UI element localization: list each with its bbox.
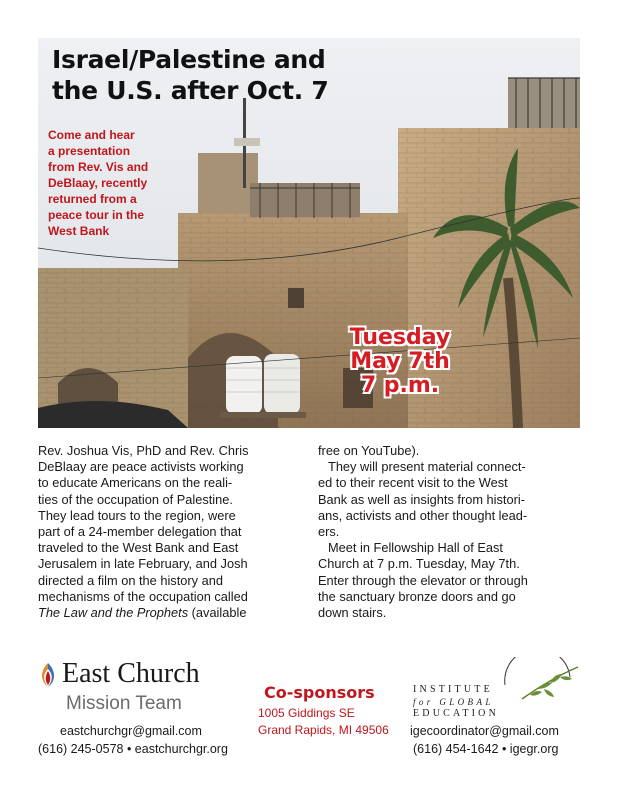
body-line: mechanisms of the occupation called: [38, 588, 248, 604]
intro-line: Come and hear: [48, 128, 135, 142]
body-line: Meet in Fellowship Hall of East: [328, 540, 503, 556]
intro-line: DeBlaay, recently: [48, 176, 148, 190]
body-line: to educate Americans on the reali-: [38, 475, 233, 491]
body-line: the sanctuary bronze doors and go: [318, 588, 516, 604]
ige-name-line1: INSTITUTE: [413, 684, 493, 695]
body-line: Enter through the elevator or through: [318, 572, 528, 588]
cosponsors-title: Co-sponsors: [264, 683, 375, 702]
intro-line: from Rev. Vis and: [48, 160, 149, 174]
cosponsors-address-line2: Grand Rapids, MI 49506: [258, 723, 389, 737]
body-line: ed to their recent visit to the West: [318, 475, 508, 491]
body-line: They lead tours to the region, were: [38, 507, 236, 523]
body-line: free on YouTube).: [318, 443, 420, 458]
film-title: The Law and the Prophets: [38, 605, 189, 621]
body-line: Rev. Joshua Vis, PhD and Rev. Chris: [38, 443, 249, 458]
date-day: Tuesday: [349, 325, 451, 350]
body-line: DeBlaay are peace activists working: [38, 459, 244, 475]
east-email[interactable]: eastchurchgr@gmail.com: [60, 724, 202, 738]
date-date: May 7th: [350, 349, 450, 374]
date-time: 7 p.m.: [360, 373, 440, 398]
body-line: They will present material connect-: [328, 459, 526, 475]
body-line: [38, 605, 300, 621]
east-church-name: East Church: [62, 658, 200, 689]
body-line: directed a film on the history and: [38, 572, 223, 588]
flyer-title: [52, 44, 392, 106]
body-line: Church at 7 p.m. Tuesday, May 7th.: [318, 556, 520, 572]
intro-line: a presentation: [48, 144, 131, 158]
ige-name-line2: for GLOBAL: [413, 697, 494, 707]
intro-line: returned from a: [48, 192, 137, 206]
body-line: ties of the occupation of Palestine.: [38, 491, 233, 507]
body-column-right: [318, 443, 580, 621]
body-line: part of a 24-member delegation that: [38, 524, 242, 540]
body-line: Jerusalem in late February, and Josh: [38, 556, 248, 572]
ige-email[interactable]: igecoordinator@gmail.com: [410, 724, 559, 738]
east-mission-team: Mission Team: [66, 693, 182, 714]
body-line: ans, activists and other thought lead-: [318, 507, 528, 523]
intro-line: West Bank: [48, 224, 110, 238]
ige-phone-web[interactable]: (616) 454-1642 • igegr.org: [413, 742, 559, 756]
intro-blurb: [48, 127, 163, 239]
film-note: (available: [188, 605, 247, 621]
title-line-1: Israel/Palestine and: [52, 45, 326, 74]
cosponsors-address-line1: 1005 Giddings SE: [258, 706, 355, 720]
event-date: [340, 326, 460, 398]
body-line: traveled to the West Bank and East: [38, 540, 239, 556]
body-line: ers.: [318, 524, 340, 540]
ige-name-line3: EDUCATION: [413, 708, 500, 719]
body-line: down stairs.: [318, 605, 387, 621]
intro-line: peace tour in the: [48, 208, 145, 222]
flame-logo-icon: [36, 661, 60, 689]
east-phone-web[interactable]: (616) 245-0578 • eastchurchgr.org: [38, 742, 228, 756]
title-line-2: the U.S. after Oct. 7: [52, 76, 329, 105]
body-column-left: [38, 443, 300, 621]
body-line: Bank as well as insights from histori-: [318, 491, 525, 507]
